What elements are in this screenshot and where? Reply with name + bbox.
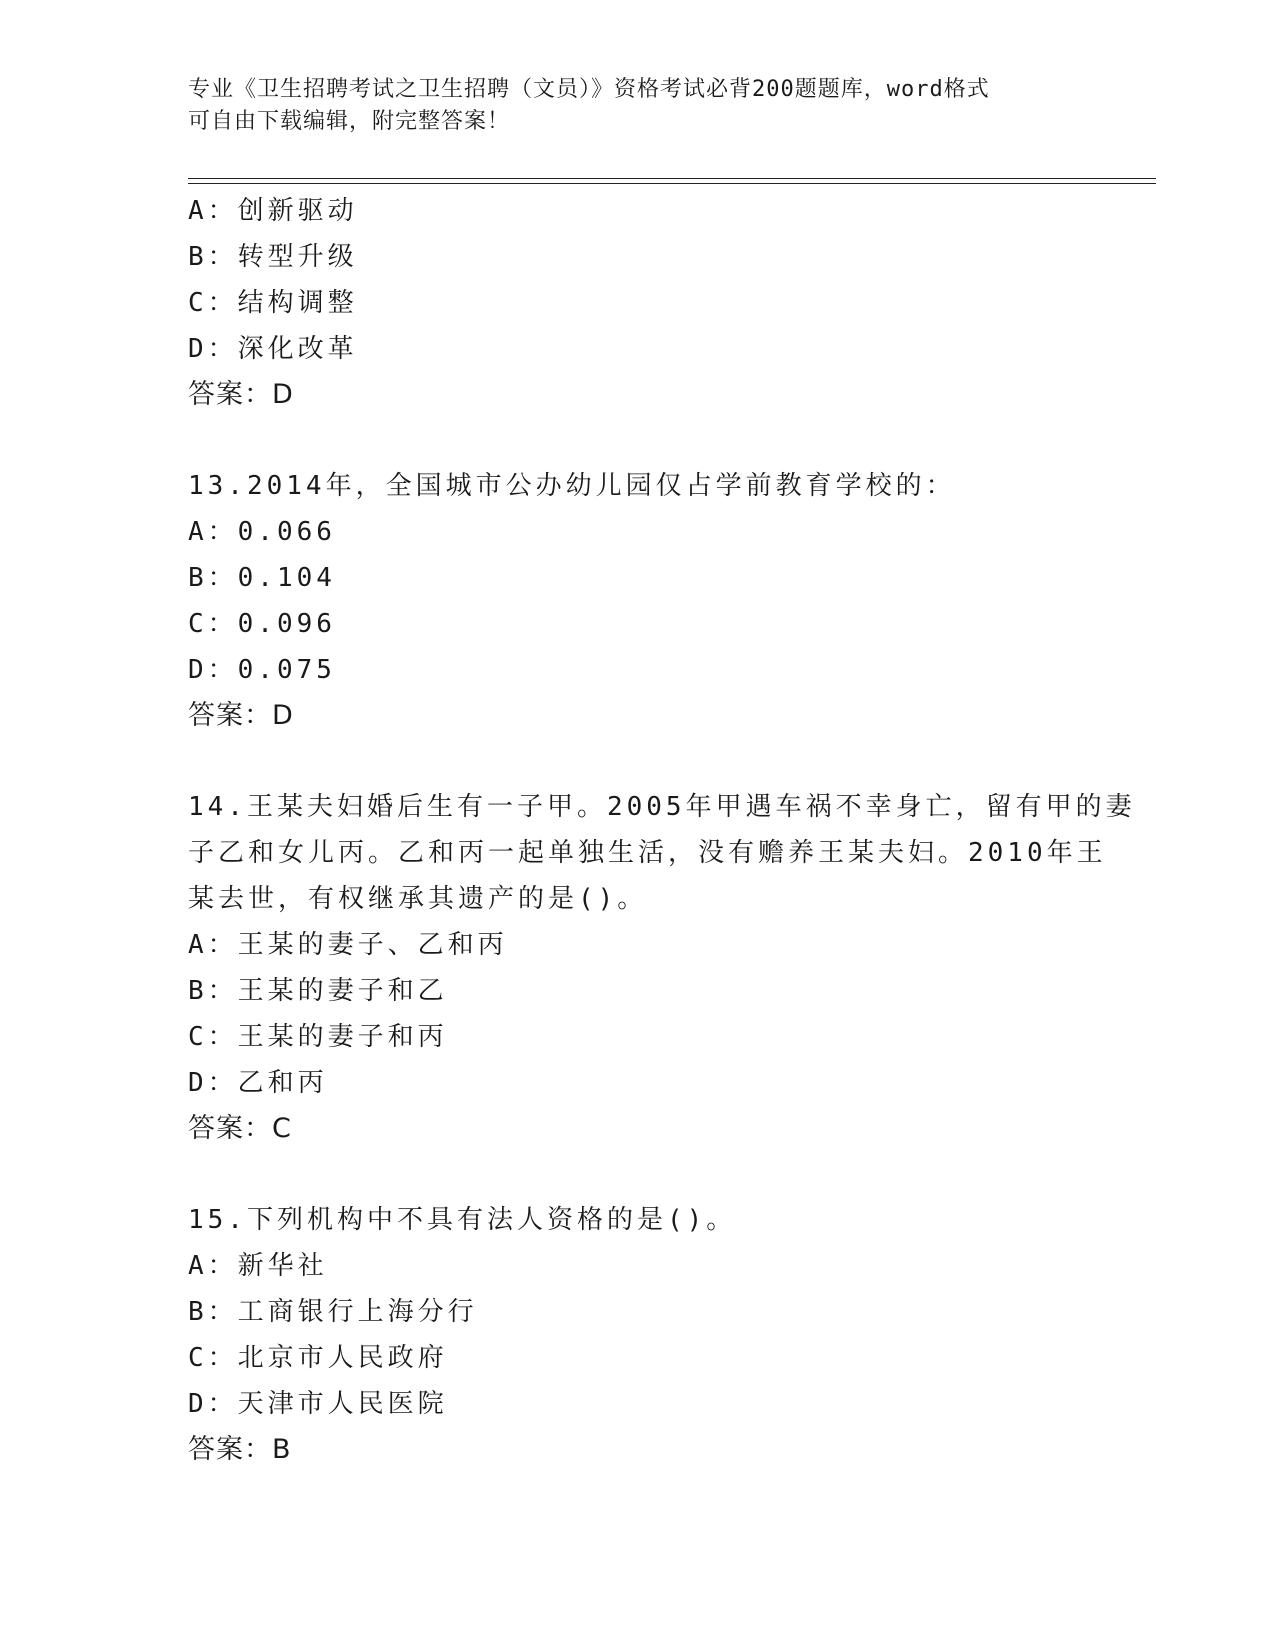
question-stem xyxy=(188,784,1136,922)
question-12 xyxy=(188,188,1088,418)
question-stem-line: 15.下列机构中不具有法人资格的是()。 xyxy=(188,1205,737,1235)
answer-line: 答案：D xyxy=(188,700,294,731)
question-14 xyxy=(188,784,1136,1152)
header-title-line-1: 专业《卫生招聘考试之卫生招聘（文员）》资格考试必背200题题库，word格式 xyxy=(188,77,990,102)
document-header xyxy=(188,74,1078,138)
question-stem xyxy=(188,463,1088,509)
option-b: B：王某的妻子和乙 xyxy=(188,976,448,1006)
question-spacer xyxy=(188,1152,1088,1197)
header-divider-bottom xyxy=(188,183,1156,184)
option-d: D：深化改革 xyxy=(188,334,358,364)
option-a: A：新华社 xyxy=(188,1251,328,1281)
answer-line: 答案：B xyxy=(188,1434,292,1465)
header-divider-top xyxy=(188,178,1156,179)
answer-line: 答案：C xyxy=(188,1113,292,1144)
option-b: B：工商银行上海分行 xyxy=(188,1297,478,1327)
option-c: C：0.096 xyxy=(188,609,336,639)
question-stem xyxy=(188,1197,1088,1243)
option-d: D：天津市人民医院 xyxy=(188,1389,448,1419)
question-stem-line: 14.王某夫妇婚后生有一子甲。2005年甲遇车祸不幸身亡，留有甲的妻 xyxy=(188,792,1136,822)
question-stem-line: 某去世，有权继承其遗产的是()。 xyxy=(188,884,648,914)
option-c: C：北京市人民政府 xyxy=(188,1343,448,1373)
option-d: D：乙和丙 xyxy=(188,1068,328,1098)
question-stem-line: 13.2014年，全国城市公办幼儿园仅占学前教育学校的： xyxy=(188,471,956,501)
question-15 xyxy=(188,1197,1088,1473)
option-a: A：王某的妻子、乙和丙 xyxy=(188,930,508,960)
question-spacer xyxy=(188,418,1088,463)
option-a: A：创新驱动 xyxy=(188,196,358,226)
question-13 xyxy=(188,463,1088,739)
question-stem-line: 子乙和女儿丙。乙和丙一起单独生活，没有赡养王某夫妇。2010年王 xyxy=(188,838,1107,868)
option-a: A：0.066 xyxy=(188,517,336,547)
option-b: B：0.104 xyxy=(188,563,336,593)
option-c: C：结构调整 xyxy=(188,288,358,318)
option-c: C：王某的妻子和丙 xyxy=(188,1022,448,1052)
question-list xyxy=(188,188,1136,1473)
option-d: D：0.075 xyxy=(188,655,336,685)
option-b: B：转型升级 xyxy=(188,242,358,272)
answer-line: 答案：D xyxy=(188,379,294,410)
question-spacer xyxy=(188,739,1088,784)
header-title-line-2: 可自由下载编辑，附完整答案！ xyxy=(188,109,511,134)
